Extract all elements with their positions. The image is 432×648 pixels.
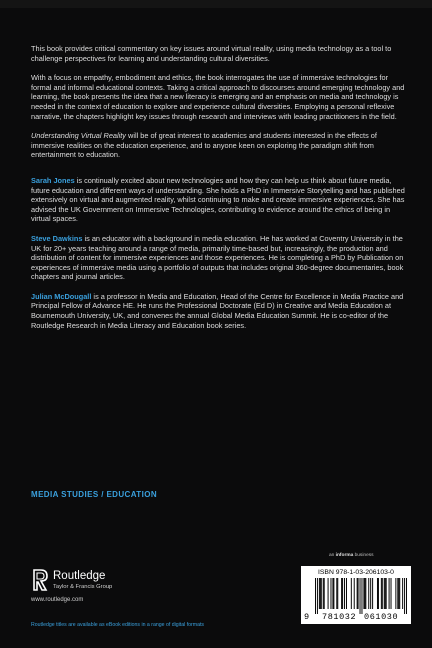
barcode-first-digit: 9 (304, 612, 310, 622)
barcode-bar (378, 578, 379, 609)
barcode-bar (324, 578, 325, 609)
barcode-bar (323, 578, 324, 609)
barcode-bar (342, 578, 343, 609)
barcode-bar (397, 578, 398, 609)
barcode-bar (351, 578, 352, 609)
informa-word: informa (335, 553, 354, 558)
barcode-bars (315, 578, 407, 614)
blurb-paragraph-3-text: will be of great interest to academics and students interested in the effects of immersive realities on the education experience, and to anyone keen on exploring the paradigm shift from entertainment to education. (31, 131, 377, 160)
author-bio-text: is continually excited about new technologies and how they can help us think about future media, future education and different ways of understanding. She holds a PhD in Immersive Storytelling and has published extensively on virtual and augmented reality, whilst continuing to make and create immersive experiences. She has advised the UK Government on Immersive Technologies, contributing to evidence around the ethics of being in virtual spaces. (31, 175, 405, 224)
publisher-name: Routledge (53, 570, 106, 582)
top-strip (0, 0, 432, 8)
barcode-digits (301, 612, 411, 624)
barcode-bar (382, 578, 383, 609)
barcode-bar (391, 578, 392, 609)
barcode-bar (399, 578, 400, 609)
barcode-bar (319, 578, 320, 609)
barcode-bar (341, 578, 342, 609)
barcode-bar (384, 578, 385, 609)
isbn-barcode (301, 566, 411, 624)
barcode-bar (333, 578, 334, 609)
publisher-logo (31, 567, 171, 607)
author-bio-steve-dawkins (31, 234, 409, 282)
barcode-bar (365, 578, 366, 609)
subject-category: MEDIA STUDIES / EDUCATION (31, 490, 158, 499)
barcode-bar (404, 578, 405, 614)
informa-prefix: an (329, 553, 336, 558)
author-name: Julian McDougall (31, 291, 92, 301)
barcode-bar (385, 578, 386, 609)
barcode-bar (360, 578, 361, 614)
barcode-bar (363, 578, 364, 609)
barcode-bar (361, 578, 362, 614)
barcode-bar (370, 578, 371, 609)
barcode-left-digits: 781032 (322, 612, 357, 622)
barcode-right-digits: 061030 (364, 612, 399, 622)
barcode-bar (368, 578, 369, 609)
author-bio-text: is an educator with a background in media education. He has worked at Coventry University in the UK for 20+ years teaching around a range of media, primarily time-based but, increasingly, the production and distribution of content for immersive experiences and those experiences. He is completing a PhD by Publication on experiences of immersive media using a portfolio of outputs that includes original 360-degree documentaries, book chapters and journal articles. (31, 233, 404, 282)
informa-business-tag (329, 553, 374, 558)
blurb-paragraph-2: With a focus on empathy, embodiment and ethics, the book interrogates the use of immersive technologies for formal and informal educational contexts. Taking a critical approach to discourses around emerging technology and learning, the book presents the idea that a new literacy is emerging and an emphasis on media and technology is needed in the context of education to explore and experience cultural diversities. Employing a personal reflexive narrative, the chapters highlight key issues through research and interviews with leading practitioners in the field. (31, 73, 405, 121)
barcode-bar (337, 578, 338, 609)
author-bio-sarah-jones (31, 176, 409, 224)
barcode-bar (389, 578, 390, 609)
barcode-bar (381, 578, 382, 609)
barcode-bar (406, 578, 407, 614)
barcode-bar (321, 578, 322, 609)
barcode-bar (317, 578, 318, 614)
informa-suffix: business (353, 553, 374, 558)
publisher-url[interactable]: www.routledge.com (31, 597, 84, 603)
routledge-r-icon (31, 569, 49, 591)
barcode-bar (315, 578, 316, 614)
barcode-bar (346, 578, 347, 609)
barcode-bar (357, 578, 358, 609)
author-bio-julian-mcdougall (31, 292, 409, 330)
barcode-bar (330, 578, 331, 609)
barcode-bar (336, 578, 337, 609)
author-bio-text: is a professor in Media and Education, Head of the Centre for Excellence in Media Practice and Principal Fellow of Advance HE. He runs the Professional Doctorate (Ed D) in Creative and Media Education at Bournemouth University, UK, and convenes the annual Global Media Education Summit. He is co-editor of the Routledge Research in Media Literacy and Education book series. (31, 291, 404, 330)
ebook-availability-note: Routledge titles are available as eBook editions in a range of digital formats (31, 622, 205, 628)
blurb-paragraph-1: This book provides critical commentary on key issues around virtual reality, using media technology as a tool to challenge perspectives for learning and understanding cultural diversities. (31, 44, 392, 63)
barcode-bar (354, 578, 355, 609)
barcode-bar (344, 578, 345, 609)
barcode-bar (395, 578, 396, 609)
barcode-bar (377, 578, 378, 609)
barcode-bar (320, 578, 321, 609)
barcode-bar (372, 578, 373, 609)
barcode-bar (402, 578, 403, 609)
barcode-bar (386, 578, 387, 609)
author-name: Steve Dawkins (31, 233, 83, 243)
barcode-bar (332, 578, 333, 609)
author-name: Sarah Jones (31, 175, 75, 185)
book-title-italic: Understanding Virtual Reality (31, 131, 126, 141)
barcode-bar (364, 578, 365, 609)
barcode-bar (328, 578, 329, 609)
cover-text (31, 44, 409, 340)
barcode-bar (358, 578, 359, 609)
barcode-bar (398, 578, 399, 609)
blurb-paragraph-3 (31, 131, 409, 160)
publisher-group: Taylor & Francis Group (53, 584, 113, 590)
isbn-number: ISBN 978-1-03-206103-0 (318, 569, 394, 576)
